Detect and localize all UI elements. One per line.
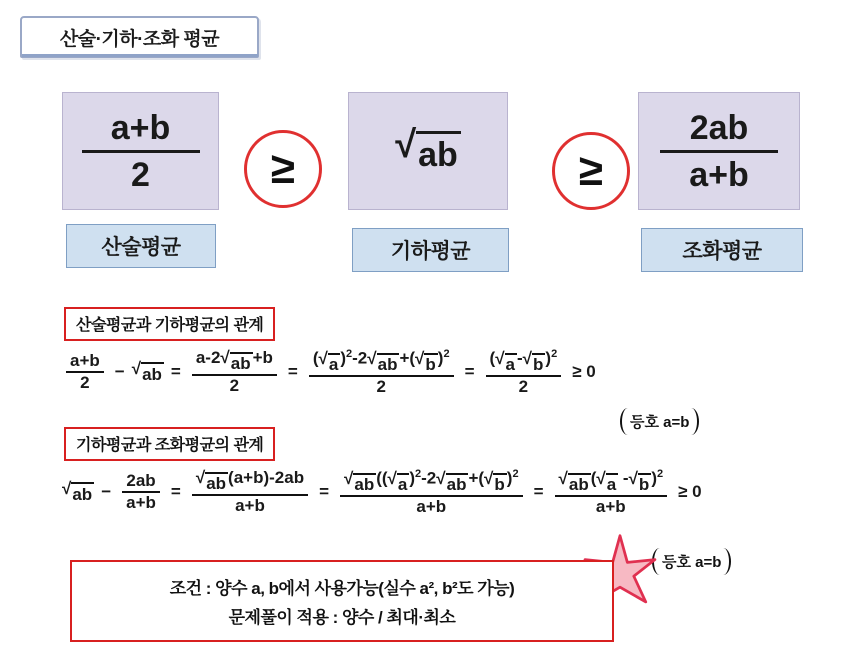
numerator	[309, 348, 454, 375]
sqrt-radicand: ab	[354, 474, 375, 494]
sqrt-ab	[344, 470, 376, 494]
sqrt-sign-icon: √	[220, 348, 230, 368]
sqrt-radicand: ab	[416, 131, 461, 175]
sqrt-radicand: b	[638, 474, 650, 494]
paren-close: )	[506, 468, 513, 488]
formula-box-geometric	[348, 92, 508, 210]
paren-open: ((	[376, 468, 388, 488]
minus-two: -2	[352, 348, 368, 368]
sqrt-ab	[196, 469, 228, 493]
sqrt-a	[388, 470, 410, 494]
num-part-b: +b	[252, 348, 273, 368]
sqrt-radicand: b	[425, 354, 436, 374]
equals-1: =	[170, 362, 181, 382]
sqrt-geometric	[395, 124, 461, 175]
denominator: a+b	[416, 496, 447, 516]
sqrt-radicand: ab	[141, 362, 164, 385]
sqrt-sign-icon: √	[484, 468, 494, 488]
sqrt-b	[415, 350, 438, 374]
exponent: 2	[443, 348, 450, 360]
num-part-a: a-2	[195, 348, 221, 368]
fraction-bar	[660, 150, 778, 153]
fraction-numerator: a+b	[110, 108, 171, 147]
result-2: ≥ 0	[678, 482, 702, 502]
fraction-denominator: 2	[131, 155, 150, 194]
sqrt-radicand: ab	[71, 482, 94, 505]
num-rest: (a+b)-2ab	[228, 468, 305, 488]
denominator: 2	[80, 373, 90, 393]
sqrt-a	[495, 350, 517, 374]
geq-symbol: ≥	[270, 144, 296, 193]
numerator	[192, 348, 277, 374]
paren-close: )	[409, 468, 416, 488]
label-harmonic-mean: 조화평균	[641, 228, 803, 272]
minus-two: -2	[421, 468, 437, 488]
condition-box	[70, 560, 614, 642]
sqrt-sign-icon: √	[367, 348, 377, 368]
term-factored	[486, 348, 562, 396]
exponent: 2	[551, 348, 558, 360]
sqrt-sign-icon: √	[415, 348, 425, 368]
sqrt-radicand: a	[328, 354, 339, 374]
denominator: a+b	[235, 496, 265, 516]
equality-note-2: 등호 a=b	[652, 548, 731, 575]
sqrt-sign-icon: √	[522, 348, 533, 368]
numerator	[486, 348, 562, 375]
numerator	[340, 468, 523, 495]
paren-close: )	[545, 348, 552, 368]
sqrt-sign-icon: √	[436, 468, 446, 488]
fraction-bar	[82, 150, 200, 153]
equals-1: =	[170, 482, 181, 502]
plus-paren: +(	[468, 468, 485, 488]
fraction-numerator: 2ab	[689, 108, 749, 147]
exponent: 2	[656, 468, 664, 480]
sqrt-sign-icon: √	[195, 468, 206, 488]
section-heading-1: 산술평균과 기하평균의 관계	[64, 307, 275, 341]
plus-paren: +(	[399, 348, 416, 368]
sqrt-ab	[62, 479, 94, 505]
equation-row-2	[62, 468, 709, 516]
denominator: a+b	[126, 493, 156, 513]
label-arithmetic-mean: 산술평균	[66, 224, 216, 268]
geq-operator-1	[244, 130, 322, 208]
exponent: 2	[346, 348, 353, 360]
exponent: 2	[512, 468, 519, 480]
sqrt-radicand: a	[606, 474, 617, 494]
equals-3: =	[533, 482, 544, 502]
equals-2: =	[287, 362, 298, 382]
sqrt-radicand: a	[397, 474, 408, 494]
sqrt-radicand: ab	[377, 354, 398, 374]
minus-operator: −	[101, 482, 112, 502]
sqrt-sign-icon: √	[558, 468, 568, 488]
page-title-tab	[20, 16, 259, 58]
numerator: 2ab	[126, 471, 156, 491]
paren-open: (	[489, 348, 496, 368]
term-expanded-2	[309, 348, 454, 396]
term-2ab-over-ab	[122, 471, 160, 513]
paren-close: )	[340, 348, 347, 368]
sqrt-b	[484, 470, 507, 494]
denominator: a+b	[595, 496, 626, 516]
term-ab-over-2	[66, 351, 104, 393]
sqrt-ab	[132, 359, 164, 385]
sqrt-radicand: b	[494, 474, 505, 494]
equals-2: =	[319, 482, 330, 502]
denominator: 2	[376, 376, 386, 396]
sqrt-a	[596, 470, 618, 494]
sqrt-sign-icon: √	[318, 348, 328, 368]
section-heading-2: 기하평균과 조화평균의 관계	[64, 427, 275, 461]
sqrt-ab	[559, 470, 591, 494]
numerator	[192, 468, 308, 494]
equation-row-1	[62, 348, 603, 396]
sqrt-sign-icon: √	[344, 468, 354, 488]
sqrt-radicand: ab	[568, 474, 589, 494]
numerator: a+b	[70, 351, 100, 371]
sqrt-radicand: ab	[206, 474, 227, 494]
condition-line-2: 문제풀이 적용 : 양수 / 최대·최소	[228, 608, 456, 627]
geq-symbol: ≥	[578, 146, 604, 195]
sqrt-ab-2	[436, 470, 468, 494]
minus: -	[517, 348, 523, 368]
sqrt-sign-icon: √	[596, 468, 606, 488]
denominator: 2	[229, 376, 240, 396]
sqrt-radicand: ab	[230, 354, 251, 374]
term-expanded-2	[340, 468, 523, 516]
numerator	[555, 468, 668, 495]
term-factored	[555, 468, 668, 516]
formula-box-harmonic	[638, 92, 800, 210]
sqrt-radicand: a	[505, 354, 515, 374]
sqrt-sign-icon: √	[395, 124, 417, 166]
sqrt-sign-icon: √	[495, 348, 505, 368]
minus: -	[618, 468, 629, 488]
condition-line-1: 조건 : 양수 a, b에서 사용가능(실수 a², b²도 가능)	[169, 579, 515, 598]
equality-note-1: 등호 a=b	[620, 408, 699, 435]
paren-open: (	[590, 468, 597, 488]
sqrt-sign-icon: √	[62, 479, 72, 499]
sqrt-radicand: b	[533, 354, 544, 374]
term-expanded-1	[192, 468, 308, 516]
fraction-harmonic	[660, 109, 778, 194]
sqrt-ab	[367, 350, 399, 374]
sqrt-radicand: ab	[446, 474, 467, 494]
sqrt-ab	[220, 349, 252, 373]
sqrt-b	[523, 350, 546, 374]
sqrt-a	[319, 350, 341, 374]
label-geometric-mean: 기하평균	[352, 228, 509, 272]
fraction-denominator: a+b	[689, 155, 749, 194]
title-underline	[22, 54, 258, 57]
formula-box-arithmetic	[62, 92, 219, 210]
paren-close: )	[437, 348, 444, 368]
result-1: ≥ 0	[572, 362, 596, 382]
paren-close: )	[651, 468, 657, 488]
denominator: 2	[518, 376, 529, 396]
sqrt-b	[629, 470, 652, 494]
sqrt-sign-icon: √	[131, 359, 142, 379]
fraction-arithmetic	[82, 109, 200, 194]
geq-operator-2	[552, 132, 630, 210]
sqrt-sign-icon: √	[628, 468, 638, 488]
exponent: 2	[415, 468, 422, 480]
paren-open: (	[312, 348, 319, 368]
sqrt-sign-icon: √	[387, 468, 397, 488]
equals-3: =	[464, 362, 475, 382]
term-expanded-1	[192, 348, 277, 396]
minus-operator: −	[114, 362, 125, 382]
page-title: 산술·기하·조화 평균	[59, 28, 220, 50]
